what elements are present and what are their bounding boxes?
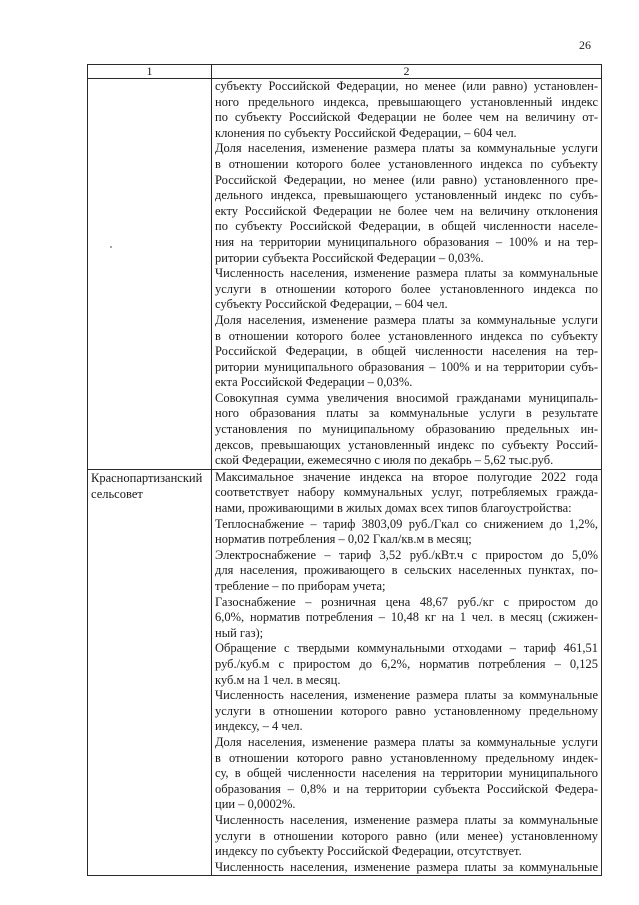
text-line: образования – 0,8% и на территории субъекта Российской Федера- <box>215 781 598 796</box>
table-header-row <box>88 65 602 79</box>
text-line: субъекту Российской Федерации, но менее (или равно) установлен- <box>215 79 598 93</box>
municipality-name-cell <box>88 79 212 470</box>
text-line: услуги в отношении которого равно установленному предельному <box>215 703 598 718</box>
text-line: ской Федерации, ежемесячно с июля по декабрь – 5,62 тыс.руб. <box>215 453 554 468</box>
text-line: в отношении которого более установленного индекса по субъекту <box>215 156 598 171</box>
text-line: услуги в отношении которого более установленного индекса по <box>215 281 598 296</box>
text-line: в отношении которого более установленного индекса по субъекту <box>215 328 598 343</box>
text-line: дексов, превышающих установленный индекс по субъекту Россий- <box>215 437 598 452</box>
text-line: в отношении которого равно установленному предельному индек- <box>215 750 598 765</box>
text-line: ного образования платы за коммунальные услуги в результате <box>215 406 598 421</box>
text-line: индексу, – 4 чел. <box>215 719 303 734</box>
text-line: субъекту Российской Федерации, – 604 чел. <box>215 297 448 312</box>
text-line: индексу по субъекту Российской Федерации, отсутствует. <box>215 844 522 859</box>
text-line: требление – по приборам учета; <box>215 579 386 593</box>
text-line: услуги в отношении которого равно (или менее) установленному <box>215 828 598 843</box>
text-line: руб./куб.м с приростом до 6,2%, норматив потребления – 0,125 <box>215 656 598 671</box>
text-line: су, в общей численности населения на территории муниципального <box>215 766 598 781</box>
text-line: Численность населения, изменение размера платы за коммунальные <box>215 688 598 703</box>
municipality-name-cell: Краснопартизанский сельсовет <box>88 469 212 875</box>
table-row <box>88 469 602 875</box>
text-line: Доля населения, изменение размера платы за коммунальные услуги <box>215 734 598 749</box>
text-line: нами, проживающими в жилых домах всех типов благоустройства: <box>215 501 572 516</box>
text-line: Численность населения, изменение размера платы за коммунальные <box>215 812 598 827</box>
column-header-1: 1 <box>88 65 212 79</box>
text-line: дельного индекса, превышающего установленный индекс по субъ- <box>215 188 598 203</box>
table-row <box>88 79 602 470</box>
page-number: 26 <box>579 38 591 52</box>
text-line: Электроснабжение – тариф 3,52 руб./кВт.ч с приростом до 5,0% <box>215 547 598 562</box>
text-line: Доля населения, изменение размера платы за коммунальные услуги <box>215 141 598 156</box>
text-line: по субъекту Российской Федерации не более чем на величину от- <box>215 110 598 125</box>
text-line: Численность населения, изменение размера платы за коммунальные <box>215 859 598 874</box>
text-line: установления по муниципальному образованию предельных ин- <box>215 422 598 437</box>
text-line: Доля населения, изменение размера платы за коммунальные услуги <box>215 312 598 327</box>
text-line: по субъекту Российской Федерации, в общей численности населе- <box>215 219 598 234</box>
text-line: для населения, проживающего в сельских населенных пунктах, по- <box>215 563 598 578</box>
text-line: клонения по субъекту Российской Федерации, – 604 чел. <box>215 125 517 140</box>
text-line: екта Российской Федерации – 0,03%. <box>215 375 413 390</box>
row-content-cell <box>212 469 602 875</box>
text-line: соответствует набору коммунальных услуг, потребляемых гражда- <box>215 485 598 500</box>
text-line: Обращение с твердыми коммунальными отходами – тариф 461,51 <box>215 641 598 656</box>
text-line: 6,0%, норматив потребления – 10,48 кг на 1 чел. в месяц (сжижен- <box>215 610 598 625</box>
text-line: Российской Федерации, но менее (или равно) установленного пре- <box>215 172 598 187</box>
document-table <box>87 64 602 876</box>
text-line: ритории субъекта Российской Федерации – 0,03%. <box>215 250 484 265</box>
text-line: екту Российской Федерации не более чем на величину отклонения <box>215 203 598 218</box>
text-line: Теплоснабжение – тариф 3803,09 руб./Гкал со снижением до 1,2%, <box>215 516 598 531</box>
text-line: Численность населения, изменение размера платы за коммунальные <box>215 266 598 281</box>
text-line: ции – 0,0002%. <box>215 797 296 812</box>
text-line: куб.м на 1 чел. в месяц. <box>215 672 341 687</box>
text-line: Российской Федерации, в общей численности населения на тер- <box>215 344 598 359</box>
row-content-cell <box>212 79 602 470</box>
text-line: Газоснабжение – розничная цена 48,67 руб./кг с приростом до <box>215 594 598 609</box>
text-line: Совокупная сумма увеличения вносимой гражданами муниципаль- <box>215 390 598 405</box>
text-line: ный газ); <box>215 625 264 640</box>
text-line: ного предельного индекса, превышающего установленный индекс <box>215 94 598 109</box>
column-header-2: 2 <box>212 65 602 79</box>
text-line: Максимальное значение индекса на второе полугодие 2022 года <box>215 469 598 484</box>
text-line: ния на территории муниципального образования – 100% и на тер- <box>215 234 598 249</box>
text-line: норматив потребления – 0,02 Гкал/кв.м в месяц; <box>215 532 472 547</box>
text-line: ритории муниципального образования – 100% и на территории субъ- <box>215 359 598 374</box>
